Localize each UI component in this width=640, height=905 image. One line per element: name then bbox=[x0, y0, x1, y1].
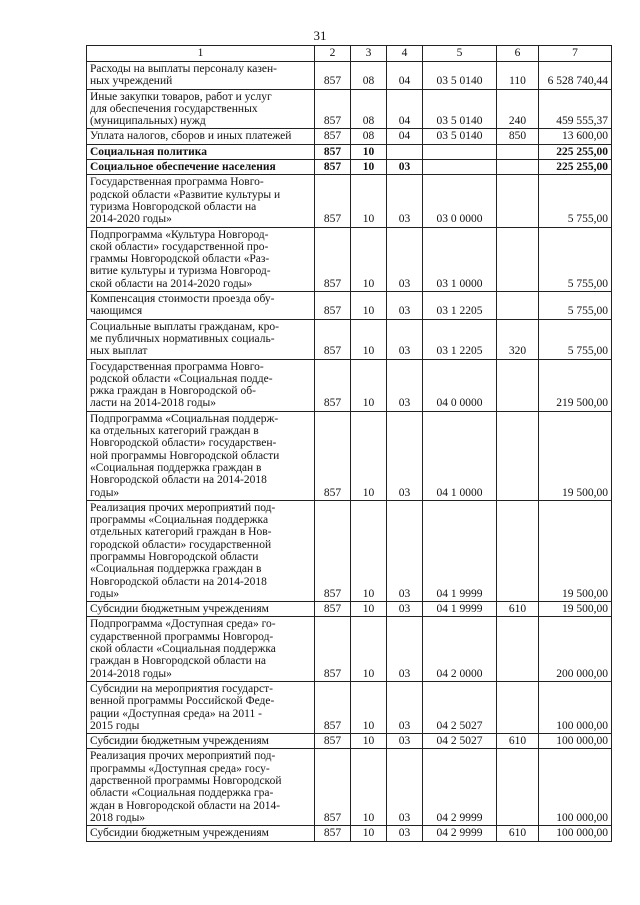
subsection-cell: 03 bbox=[387, 319, 423, 359]
expense-type-cell bbox=[497, 175, 539, 227]
code-cell: 857 bbox=[315, 749, 351, 826]
row-name-cell: Социальные выплаты гражданам, кро- ме публичных нормативных социаль- ных выплат bbox=[87, 319, 315, 359]
table-row bbox=[87, 734, 612, 749]
section-cell: 10 bbox=[351, 826, 387, 841]
header-cell: 5 bbox=[423, 46, 497, 62]
expense-type-cell: 850 bbox=[497, 129, 539, 144]
amount-cell: 5 755,00 bbox=[539, 227, 612, 291]
code-cell: 857 bbox=[315, 359, 351, 411]
expense-type-cell: 110 bbox=[497, 62, 539, 90]
expense-type-cell bbox=[497, 749, 539, 826]
target-article-cell: 04 1 9999 bbox=[423, 602, 497, 617]
amount-cell: 219 500,00 bbox=[539, 359, 612, 411]
amount-cell: 5 755,00 bbox=[539, 175, 612, 227]
code-cell: 857 bbox=[315, 144, 351, 159]
table-row bbox=[87, 500, 612, 601]
section-cell: 10 bbox=[351, 319, 387, 359]
code-cell: 857 bbox=[315, 175, 351, 227]
subsection-cell: 04 bbox=[387, 129, 423, 144]
target-article-cell: 04 2 0000 bbox=[423, 617, 497, 681]
amount-cell: 100 000,00 bbox=[539, 749, 612, 826]
section-cell: 10 bbox=[351, 144, 387, 159]
table-row bbox=[87, 160, 612, 175]
table-row bbox=[87, 617, 612, 681]
amount-cell: 100 000,00 bbox=[539, 734, 612, 749]
table-row bbox=[87, 681, 612, 733]
target-article-cell: 03 1 0000 bbox=[423, 227, 497, 291]
amount-cell: 225 255,00 bbox=[539, 144, 612, 159]
page-number: 31 bbox=[313, 28, 327, 43]
code-cell: 857 bbox=[315, 227, 351, 291]
target-article-cell bbox=[423, 160, 497, 175]
expense-type-cell bbox=[497, 411, 539, 500]
amount-cell: 13 600,00 bbox=[539, 129, 612, 144]
table-row bbox=[87, 749, 612, 826]
subsection-cell: 03 bbox=[387, 749, 423, 826]
target-article-cell: 03 5 0140 bbox=[423, 89, 497, 129]
row-name-cell: Реализация прочих мероприятий под- программы «Доступная среда» госу- дарственной программы Новгородской области «Социальная поддержка гра- ждан в Новгородской области на 2014- 2018 годы» bbox=[87, 749, 315, 826]
target-article-cell: 03 5 0140 bbox=[423, 62, 497, 90]
section-cell: 10 bbox=[351, 227, 387, 291]
row-name-cell: Субсидии бюджетным учреждениям bbox=[87, 826, 315, 841]
expense-type-cell bbox=[497, 359, 539, 411]
section-cell: 10 bbox=[351, 160, 387, 175]
section-cell: 10 bbox=[351, 734, 387, 749]
table-row bbox=[87, 129, 612, 144]
row-name-cell: Реализация прочих мероприятий под- программы «Социальная поддержка отдельных категорий граждан в Нов- городской области» государственной программы Новгородской области «Социальная поддержка граждан в Новгородской области на 2014-2018 годы» bbox=[87, 500, 315, 601]
expense-type-cell: 610 bbox=[497, 602, 539, 617]
target-article-cell: 04 0 0000 bbox=[423, 359, 497, 411]
row-name-cell: Подпрограмма «Культура Новгород- ской области» государственной про- граммы Новгородской области «Раз- витие культуры и туризма Новгород- ской области на 2014-2020 годы» bbox=[87, 227, 315, 291]
table-row bbox=[87, 144, 612, 159]
subsection-cell: 03 bbox=[387, 160, 423, 175]
header-cell: 1 bbox=[87, 46, 315, 62]
subsection-cell: 03 bbox=[387, 292, 423, 320]
subsection-cell: 03 bbox=[387, 681, 423, 733]
expense-type-cell bbox=[497, 617, 539, 681]
section-cell: 08 bbox=[351, 129, 387, 144]
amount-cell: 19 500,00 bbox=[539, 500, 612, 601]
table-row bbox=[87, 602, 612, 617]
code-cell: 857 bbox=[315, 62, 351, 90]
section-cell: 10 bbox=[351, 500, 387, 601]
section-cell: 10 bbox=[351, 749, 387, 826]
amount-cell: 100 000,00 bbox=[539, 681, 612, 733]
section-cell: 08 bbox=[351, 89, 387, 129]
target-article-cell bbox=[423, 144, 497, 159]
row-name-cell: Компенсация стоимости проезда обу- чающимся bbox=[87, 292, 315, 320]
target-article-cell: 04 2 9999 bbox=[423, 749, 497, 826]
row-name-cell: Социальная политика bbox=[87, 144, 315, 159]
subsection-cell: 03 bbox=[387, 826, 423, 841]
table-row bbox=[87, 62, 612, 90]
subsection-cell: 03 bbox=[387, 500, 423, 601]
target-article-cell: 04 2 5027 bbox=[423, 734, 497, 749]
section-cell: 10 bbox=[351, 602, 387, 617]
subsection-cell: 04 bbox=[387, 62, 423, 90]
target-article-cell: 04 1 9999 bbox=[423, 500, 497, 601]
table-row bbox=[87, 227, 612, 291]
amount-cell: 6 528 740,44 bbox=[539, 62, 612, 90]
header-row bbox=[87, 46, 612, 62]
expense-type-cell: 610 bbox=[497, 826, 539, 841]
expense-type-cell: 240 bbox=[497, 89, 539, 129]
target-article-cell: 04 2 9999 bbox=[423, 826, 497, 841]
subsection-cell: 03 bbox=[387, 227, 423, 291]
expense-type-cell: 610 bbox=[497, 734, 539, 749]
table-row bbox=[87, 175, 612, 227]
code-cell: 857 bbox=[315, 292, 351, 320]
row-name-cell: Социальное обеспечение населения bbox=[87, 160, 315, 175]
row-name-cell: Государственная программа Новго- родской области «Развитие культуры и туризма Новгородской области на 2014-2020 годы» bbox=[87, 175, 315, 227]
budget-table bbox=[86, 45, 612, 842]
code-cell: 857 bbox=[315, 160, 351, 175]
code-cell: 857 bbox=[315, 500, 351, 601]
subsection-cell: 03 bbox=[387, 359, 423, 411]
code-cell: 857 bbox=[315, 411, 351, 500]
code-cell: 857 bbox=[315, 734, 351, 749]
target-article-cell: 04 1 0000 bbox=[423, 411, 497, 500]
table-row bbox=[87, 826, 612, 841]
target-article-cell: 03 1 2205 bbox=[423, 292, 497, 320]
amount-cell: 5 755,00 bbox=[539, 292, 612, 320]
header-cell: 2 bbox=[315, 46, 351, 62]
section-cell: 10 bbox=[351, 359, 387, 411]
expense-type-cell bbox=[497, 500, 539, 601]
section-cell: 10 bbox=[351, 411, 387, 500]
header-cell: 7 bbox=[539, 46, 612, 62]
subsection-cell: 04 bbox=[387, 89, 423, 129]
amount-cell: 19 500,00 bbox=[539, 602, 612, 617]
expense-type-cell bbox=[497, 227, 539, 291]
expense-type-cell bbox=[497, 681, 539, 733]
expense-type-cell bbox=[497, 160, 539, 175]
section-cell: 08 bbox=[351, 62, 387, 90]
code-cell: 857 bbox=[315, 319, 351, 359]
table-row bbox=[87, 359, 612, 411]
target-article-cell: 03 0 0000 bbox=[423, 175, 497, 227]
code-cell: 857 bbox=[315, 617, 351, 681]
section-cell: 10 bbox=[351, 617, 387, 681]
subsection-cell: 03 bbox=[387, 411, 423, 500]
expense-type-cell: 320 bbox=[497, 319, 539, 359]
code-cell: 857 bbox=[315, 681, 351, 733]
amount-cell: 225 255,00 bbox=[539, 160, 612, 175]
target-article-cell: 04 2 5027 bbox=[423, 681, 497, 733]
table-row bbox=[87, 89, 612, 129]
header-cell: 3 bbox=[351, 46, 387, 62]
header-cell: 6 bbox=[497, 46, 539, 62]
row-name-cell: Расходы на выплаты персоналу казен- ных учреждений bbox=[87, 62, 315, 90]
section-cell: 10 bbox=[351, 175, 387, 227]
row-name-cell: Субсидии на мероприятия государст- венной программы Российской Феде- рации «Доступная среда» на 2011 - 2015 годы bbox=[87, 681, 315, 733]
row-name-cell: Подпрограмма «Доступная среда» го- сударственной программы Новгород- ской области «Социальная поддержка граждан в Новгородской области на 2014-2018 годы» bbox=[87, 617, 315, 681]
expense-type-cell bbox=[497, 292, 539, 320]
code-cell: 857 bbox=[315, 129, 351, 144]
code-cell: 857 bbox=[315, 602, 351, 617]
table-row bbox=[87, 292, 612, 320]
amount-cell: 19 500,00 bbox=[539, 411, 612, 500]
section-cell: 10 bbox=[351, 681, 387, 733]
row-name-cell: Уплата налогов, сборов и иных платежей bbox=[87, 129, 315, 144]
subsection-cell: 03 bbox=[387, 602, 423, 617]
header-cell: 4 bbox=[387, 46, 423, 62]
table-row bbox=[87, 411, 612, 500]
subsection-cell: 03 bbox=[387, 175, 423, 227]
subsection-cell: 03 bbox=[387, 734, 423, 749]
code-cell: 857 bbox=[315, 826, 351, 841]
amount-cell: 5 755,00 bbox=[539, 319, 612, 359]
section-cell: 10 bbox=[351, 292, 387, 320]
subsection-cell bbox=[387, 144, 423, 159]
amount-cell: 100 000,00 bbox=[539, 826, 612, 841]
row-name-cell: Государственная программа Новго- родской области «Социальная подде- ржка граждан в Новгородской об- ласти на 2014-2018 годы» bbox=[87, 359, 315, 411]
table-row bbox=[87, 319, 612, 359]
subsection-cell: 03 bbox=[387, 617, 423, 681]
amount-cell: 200 000,00 bbox=[539, 617, 612, 681]
code-cell: 857 bbox=[315, 89, 351, 129]
row-name-cell: Субсидии бюджетным учреждениям bbox=[87, 602, 315, 617]
row-name-cell: Иные закупки товаров, работ и услуг для обеспечения государственных (муниципальных) нужд bbox=[87, 89, 315, 129]
amount-cell: 459 555,37 bbox=[539, 89, 612, 129]
target-article-cell: 03 1 2205 bbox=[423, 319, 497, 359]
expense-type-cell bbox=[497, 144, 539, 159]
target-article-cell: 03 5 0140 bbox=[423, 129, 497, 144]
row-name-cell: Подпрограмма «Социальная поддерж- ка отдельных категорий граждан в Новгородской области» государствен- ной программы Новгородской области «Социальная поддержка граждан в Новгородской области на 2014-2018 годы» bbox=[87, 411, 315, 500]
row-name-cell: Субсидии бюджетным учреждениям bbox=[87, 734, 315, 749]
